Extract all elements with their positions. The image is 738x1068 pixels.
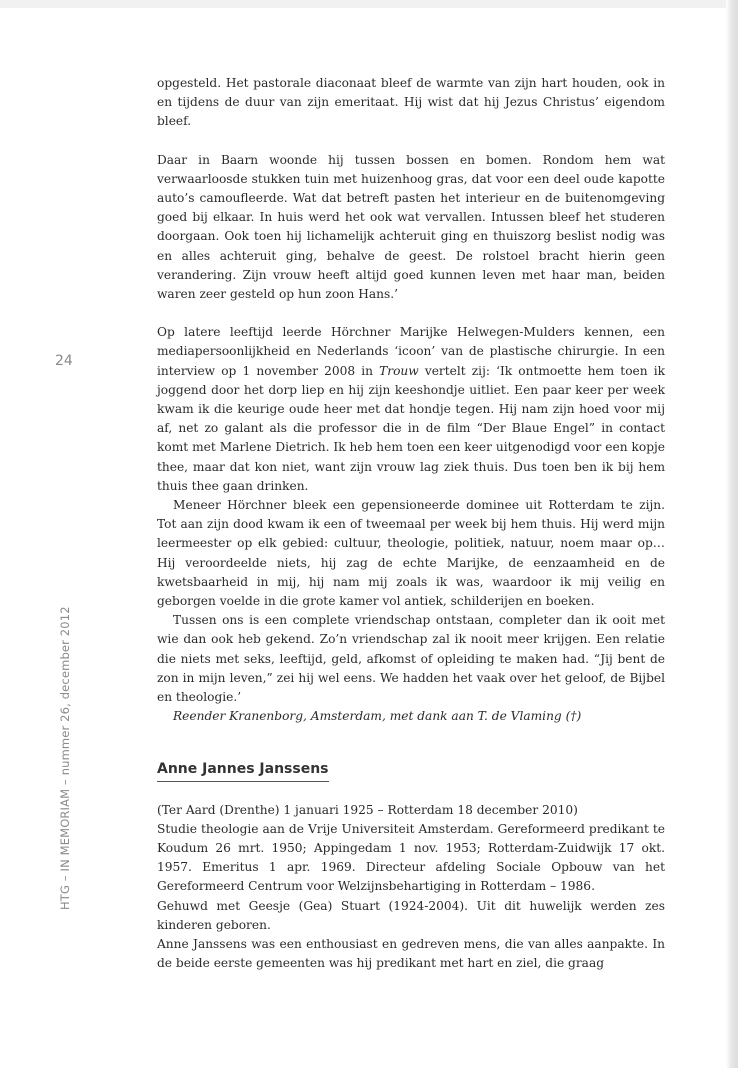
body-text [157, 74, 665, 973]
running-head: HTG – IN MEMORIAM – nummer 26, december 2012 [58, 606, 72, 910]
paragraph: opgesteld. Het pastorale diaconaat bleef de warmte van zijn hart houden, ook in en tijdens de duur van zijn emeritaat. Hij wist dat hij Jezus Christus’ eigendom bleef. [157, 76, 665, 129]
paragraph: Daar in Baarn woonde hij tussen bossen en bomen. Rondom hem wat verwaarloosde stukken tuin met huizenhoog gras, dat voor een deel oude kapotte auto’s camoufleerde. Wat dat betreft pasten het interieur en de buitenomgeving goed bij elkaar. In huis werd het ook wat vervallen. Intussen bleef het studeren doorgaan. Ook toen hij lichamelijk achteruit ging en thuiszorg beslist nodig was en alles achteruit ging, behalve de geest. De rolstoel bracht hierin geen verandering. Zijn vrouw heeft altijd goed kunnen leven met haar man, beiden waren zeer gesteld op hun zoon Hans.’ [157, 152, 665, 302]
section-heading: Anne Jannes Janssens [157, 760, 329, 782]
scan-page-gutter [726, 0, 738, 1068]
bio-paragraph: Studie theologie aan de Vrije Universiteit Amsterdam. Gereformeerd predikant te Koudum 26 mrt. 1950; Appingedam 1 nov. 1953; Rotterdam-Zuidwijk 17 okt. 1957. Emeritus 1 apr. 1969. Directeur afdeling Sociale Opbouw van het Gereformeerd Centrum voor Welzijnsbehartiging in Rotterdam – 1986. [157, 821, 665, 894]
paragraph: Meneer Hörchner bleek een gepensioneerde dominee uit Rotterdam te zijn. Tot aan zijn dood kwam ik een of tweemaal per week bij hem thuis. Hij werd mijn leermeester op elk gebied: cultuur, theologie, politiek, natuur, noem maar op… Hij veroordeelde niets, hij zag de echte Marijke, de eenzaamheid en de kwetsbaarheid in mij, hij nam mij zoals ik was, waardoor ik mij veilig en geborgen voelde in die grote kamer vol antiek, schilderijen en boeken. [157, 498, 665, 609]
bio-paragraph: Anne Janssens was een enthousiast en gedreven mens, die van alles aanpakte. In de beide eerste gemeenten was hij predikant met hart en ziel, die graag [157, 936, 665, 971]
paragraph: Op latere leeftijd leerde Hörchner Marijke Helwegen-Mulders kennen, een mediapersoonlijkheid en Nederlands ‘icoon’ van de plastische chirurgie. In een interview op 1 november 2008 in Trouw vertelt zij: ‘Ik ontmoette hem toen ik joggend door het dorp liep en hij zijn keeshondje uitliet. Een paar keer per week kwam ik die keurige oude heer met dat hondje tegen. Hij nam zijn hoed voor mij af, net zo galant als die professor die in de film “Der Blaue Engel” in contact komt met Marlene Dietrich. Ik heb hem toen een keer uitgenodigd voor een kopje thee, maar dat kon niet, want zijn vrouw lag ziek thuis. Dus toen ben ik bij hem thuis thee gaan drinken. [157, 325, 665, 493]
bio-dates: (Ter Aard (Drenthe) 1 januari 1925 – Rotterdam 18 december 2010) [157, 802, 578, 817]
author-signature: Reender Kranenborg, Amsterdam, met dank aan T. de Vlaming (†) [173, 709, 582, 724]
paragraph: Tussen ons is een complete vriendschap ontstaan, completer dan ik ooit met wie dan ook heb gekend. Zo’n vriendschap zal ik nooit meer krijgen. Een relatie die niets met seks, leeftijd, geld, afkomst of opleiding te maken had. “Jij bent de zon in mijn leven,” zei hij wel eens. We hadden het vaak over het geloof, de Bijbel en theologie.’ [157, 613, 665, 705]
newspaper-title: Trouw [379, 363, 419, 378]
scan-top-edge [0, 0, 738, 8]
bio-paragraph: Gehuwd met Geesje (Gea) Stuart (1924-2004). Uit dit huwelijk werden zes kinderen geboren. [157, 898, 665, 932]
page-number: 24 [55, 353, 73, 369]
